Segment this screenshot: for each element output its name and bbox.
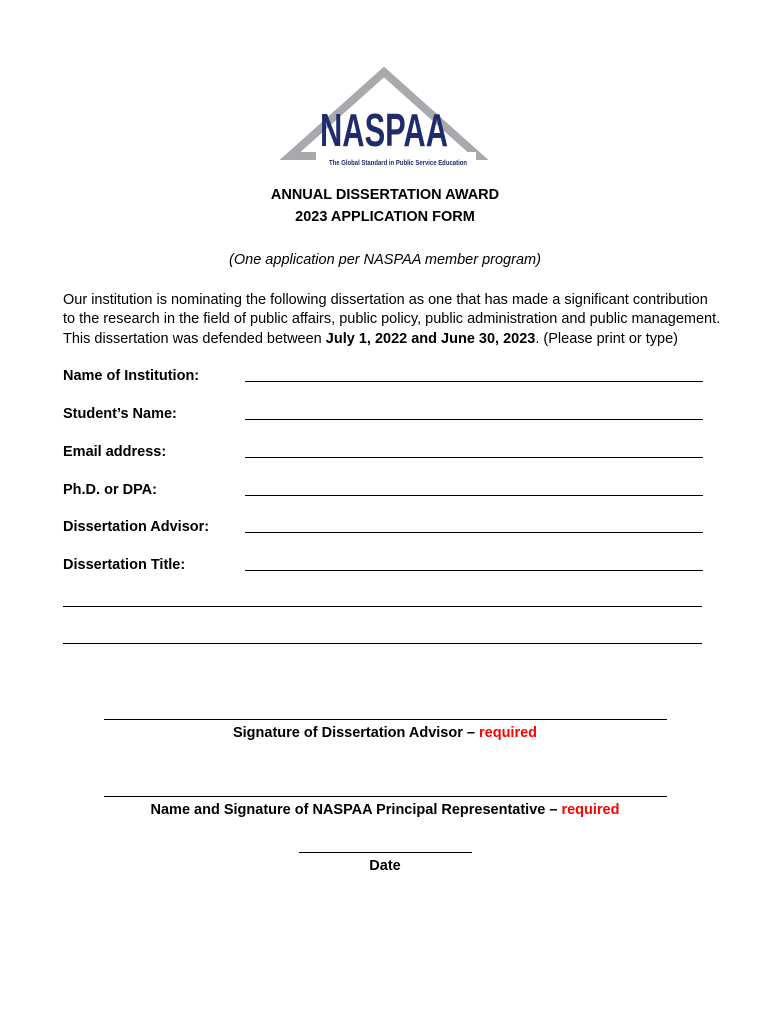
date-line[interactable] [299, 852, 472, 853]
dissertation-title-label: Dissertation Title: [63, 557, 186, 573]
advisor-input-line[interactable] [245, 532, 703, 533]
dissertation-title-input-line[interactable] [245, 570, 703, 571]
student-name-input-line[interactable] [245, 419, 703, 420]
logo-wordmark: NASPAA [320, 104, 448, 156]
intro-line-3-prefix: This dissertation was defended between [63, 331, 326, 347]
logo-tagline: The Global Standard in Public Service Education [329, 160, 467, 167]
form-title-line-1: ANNUAL DISSERTATION AWARD [270, 187, 500, 203]
form-subtitle: (One application per NASPAA member program) [229, 252, 541, 268]
intro-line-3-suffix: . (Please print or type) [535, 331, 679, 347]
email-input-line[interactable] [245, 457, 703, 458]
degree-label: Ph.D. or DPA: [63, 482, 157, 498]
form-title-line-2: 2023 APPLICATION FORM [295, 209, 475, 225]
representative-signature-line[interactable] [104, 796, 667, 797]
intro-line-3 [63, 330, 713, 348]
representative-signature-caption [0, 801, 770, 819]
advisor-signature-caption [0, 724, 770, 742]
email-label: Email address: [63, 444, 167, 460]
required-indicator: required [479, 725, 538, 741]
dissertation-title-continuation-line-2[interactable] [63, 643, 702, 644]
advisor-label: Dissertation Advisor: [63, 519, 210, 535]
dissertation-title-continuation-line-1[interactable] [63, 606, 702, 607]
institution-input-line[interactable] [245, 381, 703, 382]
representative-signature-text: Name and Signature of NASPAA Principal Representative – [150, 802, 562, 818]
intro-date-range: July 1, 2022 and June 30, 2023 [325, 331, 536, 347]
advisor-signature-line[interactable] [104, 719, 667, 720]
intro-line-1: Our institution is nominating the following dissertation as one that has made a significant contribution [63, 292, 708, 308]
intro-line-2: to the research in the field of public affairs, public policy, public administration and public management. [63, 311, 721, 327]
required-indicator: required [561, 802, 620, 818]
date-caption: Date [369, 858, 401, 874]
student-name-label: Student’s Name: [63, 406, 177, 422]
degree-input-line[interactable] [245, 495, 703, 496]
naspaa-logo [286, 68, 482, 172]
advisor-signature-text: Signature of Dissertation Advisor – [232, 725, 479, 741]
institution-label: Name of Institution: [63, 368, 200, 384]
